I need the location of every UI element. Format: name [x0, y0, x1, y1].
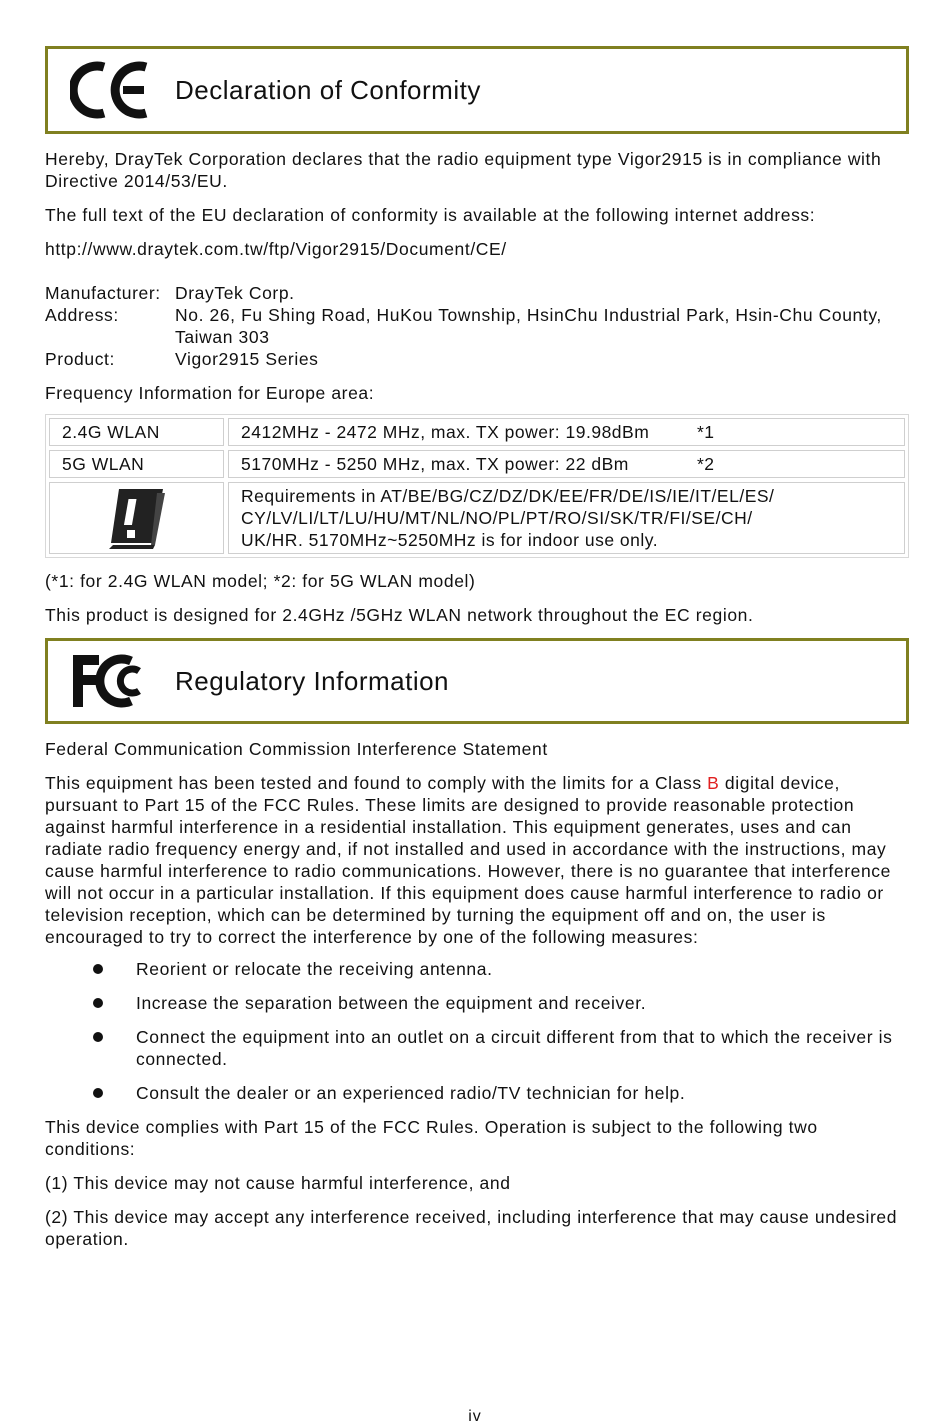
list-item-text: Increase the separation between the equipment and receiver.	[136, 993, 647, 1013]
frequency-table	[45, 414, 909, 558]
doc-title: Declaration of Conformity	[175, 74, 481, 105]
manufacturer-label: Manufacturer:	[45, 283, 161, 303]
reg-title: Regulatory Information	[175, 665, 450, 696]
measures-list	[45, 958, 909, 1104]
bullet-icon	[93, 998, 103, 1008]
table-row	[49, 482, 905, 554]
footnote: (*1: for 2.4G WLAN model; *2: for 5G WLAN model)	[45, 571, 476, 591]
list-item	[45, 1026, 909, 1070]
spec-note: *2	[697, 454, 715, 474]
list-item	[45, 958, 909, 980]
warning-book-icon	[105, 485, 169, 551]
doc-paragraph-1: Hereby, DrayTek Corporation declares that the radio equipment type Vigor2915 is in compliance with Directive 2014/53/EU.	[45, 149, 882, 191]
doc-paragraph-2: The full text of the EU declaration of conformity is available at the following internet address:	[45, 205, 816, 225]
bullet-icon	[93, 1032, 103, 1042]
list-item	[45, 1082, 909, 1104]
spec-text: 2412MHz - 2472 MHz, max. TX power: 19.98dBm	[241, 422, 650, 442]
reg-header-box	[45, 638, 909, 724]
spec-text: 5170MHz - 5250 MHz, max. TX power: 22 dBm	[241, 454, 629, 474]
spec-cell	[228, 418, 905, 446]
list-item-text: Connect the equipment into an outlet on a circuit different from that to which the receiver is connected.	[136, 1027, 893, 1069]
fcc-statement-rest: digital device, pursuant to Part 15 of the FCC Rules. These limits are designed to provide reasonable protection against harmful interference in a residential installation. This equipment generates, uses and can radiate radio frequency energy and, if not installed and used in accordance with the instructions, may cause harmful interference to radio communications. However, there is no guarantee that interference will not occur in a particular installation. If this equipment does cause harmful interference to radio or television reception, which can be determined by turning the equipment off and on, the user is encouraged to try to correct the interference by one of the following measures:	[45, 773, 891, 947]
freq-heading: Frequency Information for Europe area:	[45, 383, 375, 403]
address-value: No. 26, Fu Shing Road, HuKou Township, HsinChu Industrial Park, Hsin-Chu County, Taiwan 303	[175, 305, 882, 347]
class-letter: B	[707, 773, 720, 793]
band-cell: 2.4G WLAN	[49, 418, 224, 446]
ce-mark-icon	[58, 55, 163, 125]
product-value: Vigor2915 Series	[175, 349, 319, 369]
document-page	[45, 46, 909, 1250]
requirements-cell	[228, 482, 905, 554]
fcc-statement	[45, 772, 909, 948]
fcc-logo-icon	[58, 646, 163, 716]
warning-cell	[49, 482, 224, 554]
fcc-statement-start: This equipment has been tested and found to comply with the limits for a Class	[45, 773, 708, 793]
spec-note: *1	[697, 422, 715, 442]
address-label: Address:	[45, 305, 119, 325]
list-item-text: Consult the dealer or an experienced radio/TV technician for help.	[136, 1083, 686, 1103]
product-label: Product:	[45, 349, 115, 369]
ec-region-text: This product is designed for 2.4GHz /5GHz WLAN network throughout the EC region.	[45, 605, 754, 625]
bullet-icon	[93, 1088, 103, 1098]
list-item-text: Reorient or relocate the receiving antenna.	[136, 959, 493, 979]
doc-header-box	[45, 46, 909, 134]
table-row	[49, 418, 905, 446]
manufacturer-value: DrayTek Corp.	[175, 283, 295, 303]
doc-url: http://www.draytek.com.tw/ftp/Vigor2915/Document/CE/	[45, 239, 507, 259]
part15-text: This device complies with Part 15 of the FCC Rules. Operation is subject to the following two conditions:	[45, 1117, 818, 1159]
band-cell: 5G WLAN	[49, 450, 224, 478]
fcc-subheading: Federal Communication Commission Interference Statement	[45, 739, 548, 759]
bullet-icon	[93, 964, 103, 974]
manufacturer-info	[45, 282, 909, 370]
spec-cell	[228, 450, 905, 478]
condition-2: (2) This device may accept any interference received, including interference that may cause undesired operation.	[45, 1207, 898, 1249]
requirements-text: Requirements in AT/BE/BG/CZ/DZ/DK/EE/FR/DE/IS/IE/IT/EL/ES/ CY/LV/LI/LT/LU/HU/MT/NL/NO/PL/PT/RO/SI/SK/TR/FI/SE/CH/ UK/HR. 5170MHz~5250MHz is for indoor use only.	[241, 486, 775, 550]
table-row	[49, 450, 905, 478]
list-item	[45, 992, 909, 1014]
condition-1: (1) This device may not cause harmful interference, and	[45, 1173, 511, 1193]
page-number: iv	[468, 1408, 482, 1425]
